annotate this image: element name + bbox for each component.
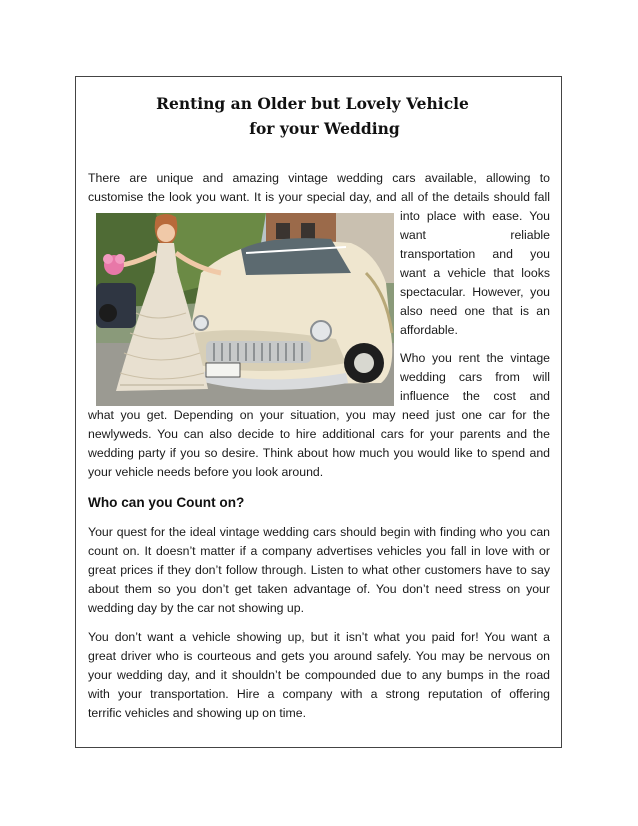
body-line: about them so you don’t get taken advantage of. You don’t need stress on your xyxy=(88,582,550,596)
wrapped-line: influence the cost and xyxy=(400,389,550,403)
body-line: Your quest for the ideal vintage wedding cars should begin with finding who you can xyxy=(88,525,550,539)
body-line: with your transportation. Hire a company with a strong reputation of offering xyxy=(88,687,550,701)
bride-and-vintage-car-image xyxy=(96,213,394,406)
body-line: great driver who is courteous and gets you around safely. You may be nervous on xyxy=(88,649,550,663)
wrapped-line: also need one that is an xyxy=(400,304,550,318)
wrapped-line: want a vehicle that looks xyxy=(400,266,550,280)
wrapped-line: into place with ease. You xyxy=(400,209,550,223)
body-line: You don’t want a vehicle showing up, but it isn’t what you paid for! You want a xyxy=(88,630,550,644)
wrapped-line: affordable. xyxy=(400,323,458,337)
body-line: wedding day by the car not showing up. xyxy=(88,601,305,615)
wrapped-line: Who you rent the vintage xyxy=(400,351,550,365)
body-line: what you get. Depending on your situation, you may need just one car for the xyxy=(88,408,550,422)
document-title xyxy=(76,91,563,141)
body-line: your vehicle needs before you look around. xyxy=(88,465,324,479)
vintage-wedding-car-photo xyxy=(96,213,394,406)
wrapped-line: transportation and you xyxy=(400,247,550,261)
body-line: great prices if they don’t follow through. Listen to what other customers have to say xyxy=(88,563,550,577)
body-line: wedding party if you so desire. Think about how much you would like to spend and xyxy=(88,446,550,460)
document-page xyxy=(75,76,562,748)
wrapped-line: spectacular. However, you xyxy=(400,285,550,299)
body-line: terrific vehicles and showing up on time. xyxy=(88,706,307,720)
body-line: newlyweds. You can also decide to hire additional cars for your parents and the xyxy=(88,427,550,441)
title-line-2: for your Wedding xyxy=(249,119,400,138)
intro-line: customise the look you want. It is your special day, and all of the details should fall xyxy=(88,190,550,204)
wrapped-line: wedding cars from will xyxy=(400,370,550,384)
wrapped-line: want reliable xyxy=(400,228,550,242)
body-line: count on. It doesn’t matter if a company advertises vehicles you fall in love with or xyxy=(88,544,550,558)
section-heading: Who can you Count on? xyxy=(88,495,245,510)
body-line: your wedding day, and it shouldn’t be compounded due to any bumps in the road xyxy=(88,668,550,682)
intro-line: There are unique and amazing vintage wedding cars available, allowing to xyxy=(88,171,550,185)
title-line-1: Renting an Older but Lovely Vehicle xyxy=(156,94,469,113)
